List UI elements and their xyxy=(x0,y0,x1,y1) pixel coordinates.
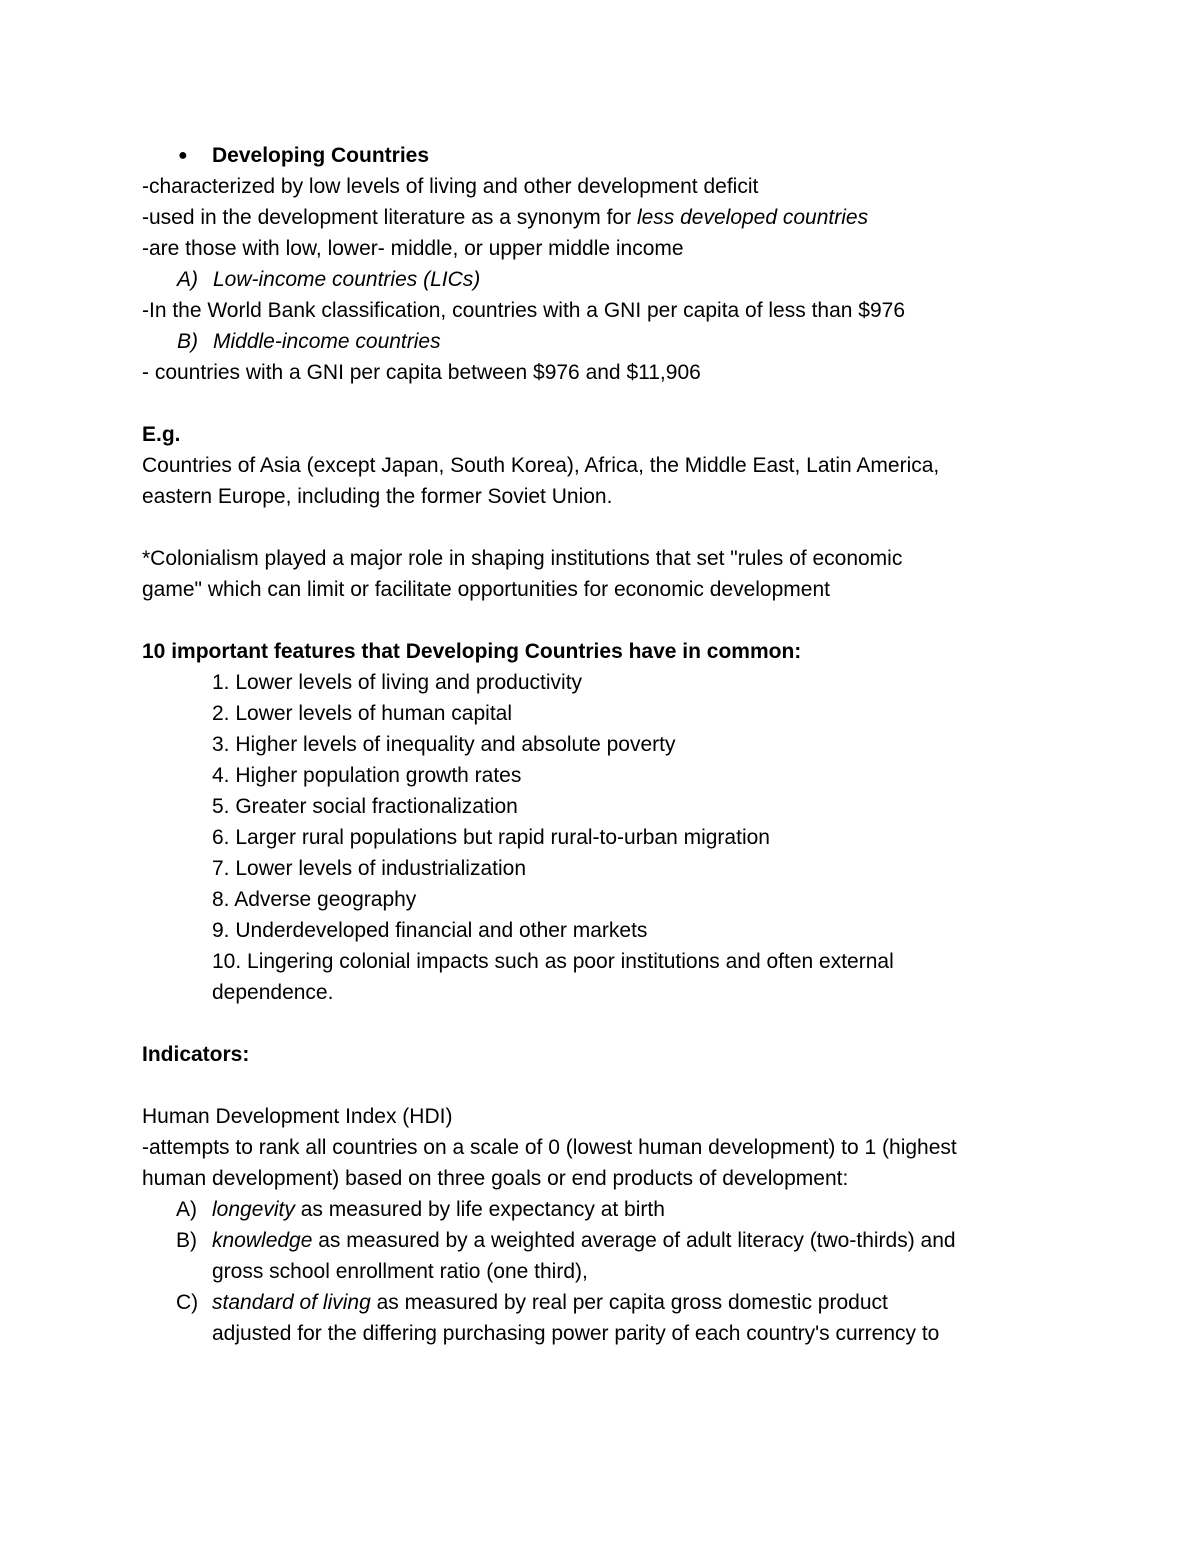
text-line: game" which can limit or facilitate opportunities for economic development xyxy=(142,578,830,601)
hdi-item-c xyxy=(142,1287,1082,1318)
list-item: 4. Higher population growth rates xyxy=(212,764,522,787)
section-heading-developing-countries xyxy=(142,140,1082,171)
document-body xyxy=(142,140,1082,1349)
hdi-item-continuation: adjusted for the differing purchasing power parity of each country's currency to xyxy=(212,1322,940,1345)
list-item: 2. Lower levels of human capital xyxy=(212,702,512,725)
item-letter: C) xyxy=(176,1291,199,1314)
item-title: Middle-income countries xyxy=(213,330,441,353)
item-letter: B) xyxy=(177,330,198,353)
list-item: 9. Underdeveloped financial and other markets xyxy=(212,919,648,942)
text-line: - countries with a GNI per capita between $976 and $11,906 xyxy=(142,361,701,384)
list-item: 7. Lower levels of industrialization xyxy=(212,857,526,880)
italic-term: knowledge xyxy=(212,1229,313,1252)
text-line: human development) based on three goals or end products of development: xyxy=(142,1167,849,1190)
indicators-heading: Indicators: xyxy=(142,1043,250,1066)
heading-text: Developing Countries xyxy=(212,144,430,167)
italic-term: less developed countries xyxy=(636,206,869,229)
text-line: eastern Europe, including the former Soviet Union. xyxy=(142,485,613,508)
bullet-icon: ● xyxy=(178,147,188,164)
italic-term: longevity xyxy=(212,1198,295,1221)
text-span: -used in the development literature as a synonym for xyxy=(142,206,637,229)
sub-item-b xyxy=(142,326,1082,357)
text-span: as measured by real per capita gross domestic product xyxy=(370,1291,888,1314)
item-title: Low-income countries (LICs) xyxy=(213,268,481,291)
hdi-item-b xyxy=(142,1225,1082,1256)
text-line: Countries of Asia (except Japan, South Korea), Africa, the Middle East, Latin America, xyxy=(142,454,940,477)
item-letter: A) xyxy=(176,1198,197,1221)
sub-item-a xyxy=(142,264,1082,295)
list-item: 6. Larger rural populations but rapid rural-to-urban migration xyxy=(212,826,770,849)
text-line: -attempts to rank all countries on a scale of 0 (lowest human development) to 1 (highest xyxy=(142,1136,957,1159)
hdi-item-continuation: gross school enrollment ratio (one third), xyxy=(212,1260,588,1283)
text-line: -are those with low, lower- middle, or upper middle income xyxy=(142,237,684,260)
item-letter: A) xyxy=(177,268,198,291)
spacer xyxy=(142,388,1082,419)
spacer xyxy=(142,512,1082,543)
text-line xyxy=(142,202,1082,233)
item-letter: B) xyxy=(176,1229,197,1252)
hdi-item-a xyxy=(142,1194,1082,1225)
text-span: as measured by life expectancy at birth xyxy=(294,1198,665,1221)
spacer xyxy=(142,1008,1082,1039)
list-item: 1. Lower levels of living and productivity xyxy=(212,671,583,694)
hdi-title: Human Development Index (HDI) xyxy=(142,1105,453,1128)
list-item: 3. Higher levels of inequality and absolute poverty xyxy=(212,733,676,756)
spacer xyxy=(142,605,1082,636)
features-heading: 10 important features that Developing Countries have in common: xyxy=(142,640,802,663)
list-item-continuation: dependence. xyxy=(212,981,334,1004)
list-item: 5. Greater social fractionalization xyxy=(212,795,518,818)
text-span: as measured by a weighted average of adult literacy (two-thirds) and xyxy=(312,1229,956,1252)
list-item: 8. Adverse geography xyxy=(212,888,417,911)
text-line: -characterized by low levels of living and other development deficit xyxy=(142,175,759,198)
list-item: 10. Lingering colonial impacts such as poor institutions and often external xyxy=(212,950,894,973)
example-label: E.g. xyxy=(142,423,181,446)
spacer xyxy=(142,1070,1082,1101)
italic-term: standard of living xyxy=(212,1291,371,1314)
text-line: *Colonialism played a major role in shaping institutions that set "rules of economic xyxy=(142,547,903,570)
text-line: -In the World Bank classification, countries with a GNI per capita of less than $976 xyxy=(142,299,905,322)
